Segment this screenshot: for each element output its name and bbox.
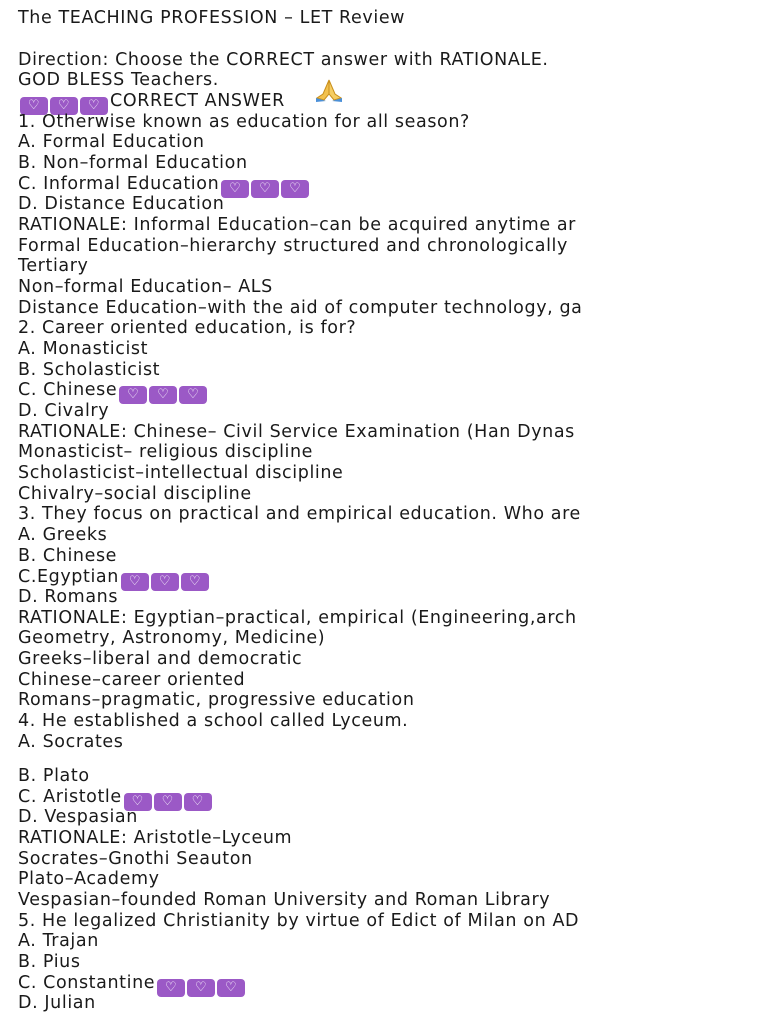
directions-text: Direction: Choose the CORRECT answer with RATIONALE. xyxy=(18,50,549,70)
legend-label: CORRECT ANSWER xyxy=(110,91,285,111)
q1-option-a: A. Formal Education xyxy=(18,132,205,152)
q4-option-b: B. Plato xyxy=(18,766,90,786)
q5-option-a: A. Trajan xyxy=(18,931,99,951)
correct-marker-icon: ♡ ♡ ♡ xyxy=(121,570,211,591)
rationale-line: Distance Education–with the aid of computer technology, ga xyxy=(18,298,583,318)
rationale-line: Chinese–career oriented xyxy=(18,670,246,690)
q3-rationale: RATIONALE: Egyptian–practical, empirical (Engineering,arch xyxy=(18,608,577,628)
rationale-line: Greeks–liberal and democratic xyxy=(18,649,303,669)
q3-option-d: D. Romans xyxy=(18,587,119,607)
correct-marker-icon: ♡ ♡ ♡ xyxy=(124,790,214,811)
rationale-line: Tertiary xyxy=(18,256,89,276)
rationale-line: Socrates–Gnothi Seauton xyxy=(18,849,253,869)
question-4: 4. He established a school called Lyceum. xyxy=(18,711,409,731)
rationale-line: Romans–pragmatic, progressive education xyxy=(18,690,415,710)
rationale-line: Plato–Academy xyxy=(18,869,160,889)
correct-marker-icon: ♡ ♡ ♡ xyxy=(221,177,311,198)
q3-option-a: A. Greeks xyxy=(18,525,108,545)
document-title: The TEACHING PROFESSION – LET Review xyxy=(18,8,406,28)
q3-option-c-label: C.Egyptian xyxy=(18,567,119,587)
blessing-text: GOD BLESS Teachers. xyxy=(18,70,219,90)
q1-option-c-label: C. Informal Education xyxy=(18,174,220,194)
q2-option-a: A. Monasticist xyxy=(18,339,149,359)
q1-option-b: B. Non–formal Education xyxy=(18,153,248,173)
question-1: 1. Otherwise known as education for all season? xyxy=(18,112,470,132)
rationale-line: Formal Education–hierarchy structured and chronologically xyxy=(18,236,568,256)
question-2: 2. Career oriented education, is for? xyxy=(18,318,357,338)
q3-option-b: B. Chinese xyxy=(18,546,118,566)
q1-rationale: RATIONALE: Informal Education–can be acquired anytime ar xyxy=(18,215,576,235)
praying-hands-icon xyxy=(312,78,346,102)
q4-option-c-label: C. Aristotle xyxy=(18,787,122,807)
q2-option-c-label: C. Chinese xyxy=(18,380,118,400)
q5-option-c-label: C. Constantine xyxy=(18,973,156,993)
rationale-line: Chivalry–social discipline xyxy=(18,484,252,504)
q2-option-b: B. Scholasticist xyxy=(18,360,161,380)
correct-marker-icon: ♡ ♡ ♡ xyxy=(119,383,209,404)
rationale-line: Non–formal Education– ALS xyxy=(18,277,273,297)
rationale-line: Geometry, Astronomy, Medicine) xyxy=(18,628,326,648)
q1-option-d: D. Distance Education xyxy=(18,194,225,214)
question-5: 5. He legalized Christianity by virtue of Edict of Milan on AD xyxy=(18,911,580,931)
rationale-line: Scholasticist–intellectual discipline xyxy=(18,463,344,483)
rationale-line: Vespasian–founded Roman University and Roman Library xyxy=(18,890,551,910)
q4-option-d: D. Vespasian xyxy=(18,807,138,827)
correct-marker-icon: ♡ ♡ ♡ xyxy=(20,94,110,115)
q2-option-d: D. Civalry xyxy=(18,401,110,421)
correct-marker-icon: ♡ ♡ ♡ xyxy=(157,976,247,997)
q5-option-d: D. Julian xyxy=(18,993,96,1013)
q4-option-a: A. Socrates xyxy=(18,732,124,752)
rationale-line: Monasticist– religious discipline xyxy=(18,442,314,462)
question-3: 3. They focus on practical and empirical education. Who are xyxy=(18,504,581,524)
q4-rationale: RATIONALE: Aristotle–Lyceum xyxy=(18,828,293,848)
q2-rationale: RATIONALE: Chinese– Civil Service Examination (Han Dynas xyxy=(18,422,575,442)
q5-option-b: B. Pius xyxy=(18,952,81,972)
